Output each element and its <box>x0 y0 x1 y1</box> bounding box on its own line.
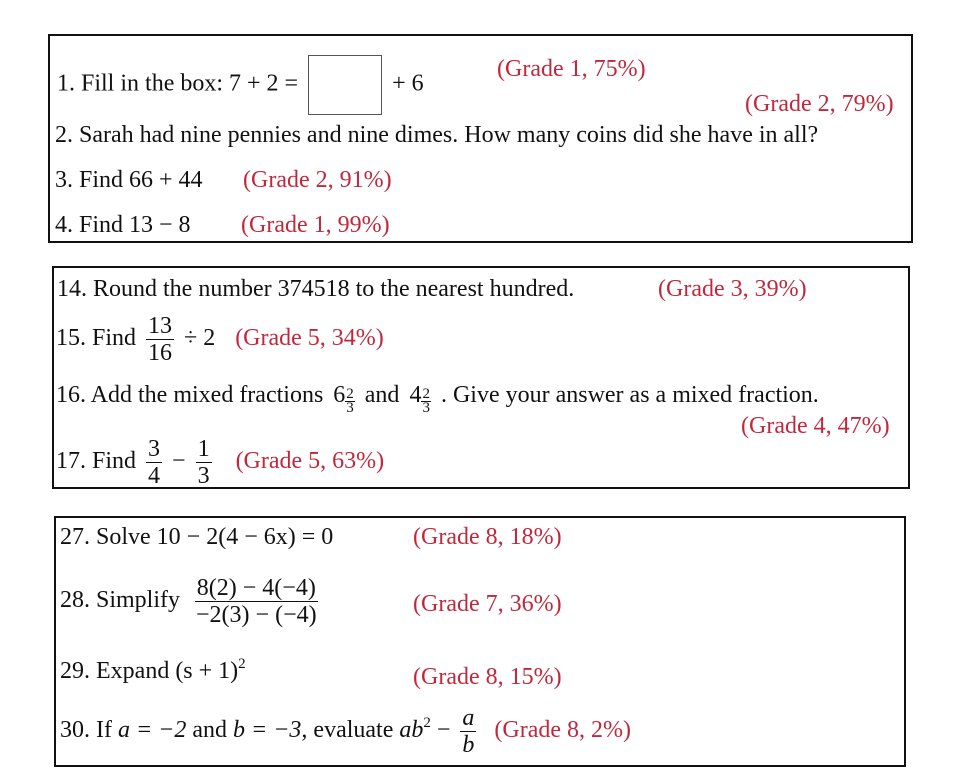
question-14-grade: (Grade 3, 39%) <box>658 276 807 302</box>
fraction-denominator: b <box>462 732 475 758</box>
question-1-expression: 7 + 2 = <box>229 70 299 97</box>
question-3 <box>55 166 203 194</box>
question-27-text: 27. Solve 10 − 2(4 − 6x) = 0 <box>60 524 334 550</box>
question-16-lead: 16. Add the mixed fractions <box>56 382 324 408</box>
mixed-fraction-1-whole: 6 <box>333 382 346 408</box>
question-15-fraction <box>146 313 174 366</box>
answer-box[interactable] <box>308 55 382 115</box>
question-1-grade: (Grade 1, 75%) <box>497 56 646 82</box>
mixed-fraction-2-part <box>421 388 431 415</box>
fraction-denominator: 16 <box>148 340 173 366</box>
question-2: 2. Sarah had nine pennies and nine dimes. How many coins did she have in all? <box>55 122 819 148</box>
question-15-lead: 15. Find <box>56 325 137 352</box>
mixed-fraction-2-numerator: 2 <box>422 386 430 402</box>
question-1-after: + 6 <box>392 70 424 97</box>
question-1 <box>57 55 424 115</box>
question-30-and: and <box>192 717 228 744</box>
question-29 <box>60 657 246 685</box>
question-3-text: 3. Find 66 + 44 <box>55 167 203 193</box>
question-30-evaluate: evaluate <box>313 717 394 744</box>
question-15 <box>56 313 384 366</box>
question-29-text: 29. Expand (s + 1) <box>60 658 239 684</box>
question-28-lead: 28. Simplify <box>60 587 181 614</box>
fraction-numerator: a <box>462 705 475 731</box>
question-30-a-value: a = −2 <box>117 717 187 744</box>
question-30-b-value: b = −3, <box>233 717 308 744</box>
question-1-lead: 1. Fill in the box: <box>57 70 224 97</box>
fraction-numerator: 13 <box>148 313 173 339</box>
mixed-fraction-1-denominator: 3 <box>346 400 354 416</box>
question-16-grade: (Grade 4, 47%) <box>741 413 890 439</box>
question-30-minus: − <box>436 717 451 744</box>
question-27-grade: (Grade 8, 18%) <box>413 524 562 550</box>
question-29-exponent: 2 <box>238 656 246 672</box>
question-28 <box>60 575 323 628</box>
question-14: 14. Round the number 374518 to the nearest hundred. <box>57 276 575 302</box>
mixed-fraction-1-part <box>345 388 355 415</box>
question-17-fraction-2 <box>196 436 212 489</box>
question-17-fraction-1 <box>146 436 162 489</box>
question-17-lead: 17. Find <box>56 448 137 475</box>
question-4-text: 4. Find 13 − 8 <box>55 212 191 238</box>
question-17 <box>56 436 384 489</box>
question-29-grade: (Grade 8, 15%) <box>413 664 562 690</box>
question-30-fraction <box>460 705 476 758</box>
question-30 <box>60 705 631 758</box>
question-4 <box>55 211 191 239</box>
question-30-expression: ab <box>399 717 424 744</box>
question-17-operator: − <box>172 448 186 475</box>
question-4-grade: (Grade 1, 99%) <box>241 212 390 238</box>
fraction-denominator: 3 <box>197 463 210 489</box>
question-30-exponent: 2 <box>423 715 431 732</box>
question-30-grade: (Grade 8, 2%) <box>494 717 632 744</box>
fraction-denominator: −2(3) − (−4) <box>196 602 317 628</box>
fraction-denominator: 4 <box>148 463 161 489</box>
fraction-numerator: 1 <box>197 436 210 462</box>
question-27 <box>60 523 333 551</box>
fraction-numerator: 3 <box>148 436 161 462</box>
question-16 <box>56 381 819 415</box>
question-28-grade: (Grade 7, 36%) <box>413 591 562 617</box>
question-16-tail: . Give your answer as a mixed fraction. <box>440 382 819 408</box>
fraction-numerator: 8(2) − 4(−4) <box>196 575 316 601</box>
question-3-grade: (Grade 2, 91%) <box>243 167 392 193</box>
question-30-lead: 30. If <box>60 717 112 744</box>
mixed-fraction-1 <box>333 382 361 416</box>
question-28-fraction <box>194 575 319 628</box>
question-16-and: and <box>364 382 400 408</box>
question-17-grade: (Grade 5, 63%) <box>235 448 385 475</box>
question-2-grade: (Grade 2, 79%) <box>745 91 894 117</box>
mixed-fraction-2-denominator: 3 <box>422 400 430 416</box>
mixed-fraction-1-numerator: 2 <box>346 386 354 402</box>
mixed-fraction-2 <box>409 382 437 416</box>
question-15-after: ÷ 2 <box>184 325 216 352</box>
mixed-fraction-2-whole: 4 <box>409 382 422 408</box>
question-15-grade: (Grade 5, 34%) <box>235 325 384 352</box>
